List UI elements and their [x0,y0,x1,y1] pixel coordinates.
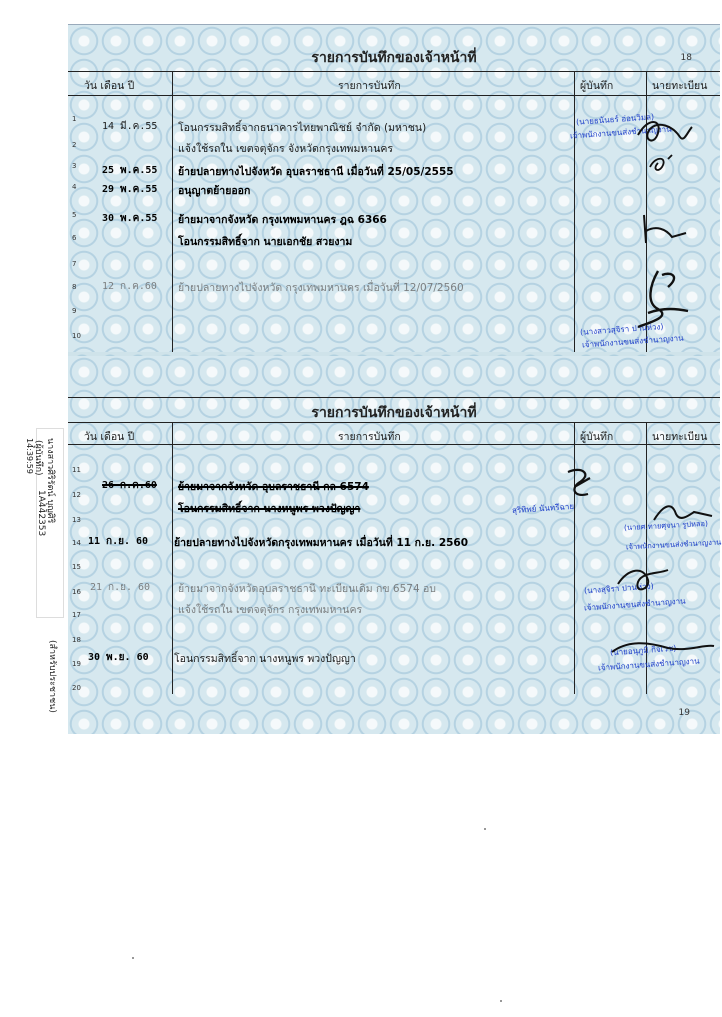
page-title: รายการบันทึกของเจ้าหน้าที่ [311,405,477,421]
signature-mark [628,113,698,149]
official-stamp-name: (นายศ.ทายศุจนา รูปหลอ) [623,518,709,533]
row-number: 6 [72,234,77,242]
side-recorder-name: นางสาวศิริรัตน์ บุญศิริ [45,438,55,524]
entry-text: แจ้งใช้รถใน เขตจตุจักร กรุงเทพมหานคร [178,604,363,616]
registration-page-19 [68,356,720,734]
official-stamp-title: เจ้าพนักงานขนส่งชำนาญงาน [597,656,700,673]
side-recorder-role: (ผู้บันทึก) [33,440,43,476]
entry-text: โอนกรรมสิทธิ์จากธนาคารไทยพาณิชย์ จำกัด (มหาชน) [178,122,427,134]
entry-date: 30 พ.ย. 60 [88,652,149,663]
signature-mark [614,560,674,600]
row-number: 19 [72,660,81,668]
row-number: 4 [72,183,77,191]
official-stamp-title: เจ้าพนักงานขนส่งชำนาญงาน [581,333,684,350]
official-stamp-title: เจ้าพนักงานขนส่งชำนาญงาน [583,596,686,613]
row-number: 18 [72,636,81,644]
official-stamp-title: เจ้าพนักงานขนส่งชำนาญงาน [569,124,672,141]
official-stamp-name: (นายอนุภูมิ กิจเวช) [609,643,677,658]
row-number: 11 [72,466,81,474]
scan-speck [484,828,486,830]
registration-page-18 [68,24,720,355]
row-number: 2 [72,141,77,149]
scan-speck [132,957,134,959]
signature-mark [608,632,718,662]
row-number: 13 [72,516,81,524]
header-bottom-rule [68,95,720,96]
entry-date: 30 พ.ค.55 [102,213,158,224]
row-number: 16 [72,588,81,596]
entry-date: 11 ก.ย. 60 [88,536,149,547]
header-top-rule [68,397,720,398]
entry-text-cancelled: โอนกรรมสิทธิ์จาก นางหนูพร พวงปัญญา [178,503,361,515]
page-title: รายการบันทึกของเจ้าหน้าที่ [311,50,477,66]
header-top-rule [68,71,720,72]
header-mid-rule [68,422,720,423]
column-header-entry: รายการบันทึก [338,431,401,443]
column-header-registrar: นายทะเบียน [652,431,708,443]
entry-text: ย้ายปลายทางไปจังหวัด อุบลราชธานี เมื่อวันที่ 25/05/2555 [178,166,454,178]
column-header-registrar: นายทะเบียน [652,80,708,92]
page-number: 18 [680,53,692,63]
column-divider [172,71,173,355]
scan-speck [500,1000,502,1002]
row-number: 1 [72,115,77,123]
row-number: 5 [72,211,77,219]
row-number: 3 [72,162,77,170]
row-number: 14 [72,539,81,547]
column-divider [574,422,575,694]
entry-text: ย้ายปลายทางไปจังหวัดกรุงเทพมหานคร เมื่อวันที่ 11 ก.ย. 2560 [174,537,469,549]
row-number: 7 [72,260,77,268]
row-number: 10 [72,332,81,340]
official-stamp-name: สุริทิพย์ นันทรีฉาย [511,501,575,516]
column-header-recorder: ผู้บันทึก [580,431,614,443]
column-divider [172,422,173,694]
side-note: (สำหรับประชาชน) [47,640,57,713]
entry-text: ย้ายมาจากจังหวัดอุบลราชธานี ทะเบียนเดิม กข 6574 อบ [178,583,436,595]
signature-mark [648,496,718,526]
official-stamp-name: (นางสุจิรา ปานห่วง) [583,581,654,596]
column-header-entry: รายการบันทึก [338,80,401,92]
side-recorder-id: 1A442353 [36,490,46,537]
signature-mark [628,265,698,335]
entry-date: 21 ก.ย. 60 [90,582,151,593]
entry-date: 14 มี.ค.55 [102,121,158,132]
column-header-recorder: ผู้บันทึก [580,80,614,92]
signature-mark [562,464,598,504]
row-number: 8 [72,283,77,291]
column-header-date: วัน เดือน ปี [84,80,135,92]
entry-date: 25 พ.ค.55 [102,165,158,176]
page-number: 19 [678,708,690,718]
row-number: 12 [72,491,81,499]
signature-mark [636,211,706,247]
column-header-date: วัน เดือน ปี [84,431,135,443]
official-stamp-title: เจ้าพนักงานขนส่งชำนาญงาน [625,537,722,552]
side-time: 14:39:59 [25,438,34,474]
row-number: 20 [72,684,81,692]
entry-text-cancelled: ย้ายมาจากจังหวัด อุบลราชธานี กล 6574 [178,481,369,493]
entry-text: โอนกรรมสิทธิ์จาก นายเอกชัย สวยงาม [178,236,353,248]
official-stamp-name: (นางสาวสุจิรา ปานห่วง) [579,322,664,337]
entry-text: ย้ายมาจากจังหวัด กรุงเทพมหานคร ฎฉ 6366 [178,214,387,226]
entry-date-cancelled: 26 ก.ค.60 [102,480,157,491]
column-divider [574,71,575,355]
entry-text: แจ้งใช้รถใน เขตจตุจักร จังหวัดกรุงเทพมหานคร [178,143,394,155]
row-number: 17 [72,611,81,619]
entry-date: 29 พ.ค.55 [102,184,158,195]
entry-text: ย้ายปลายทางไปจังหวัด กรุงเทพมหานคร เมื่อวันที่ 12/07/2560 [178,282,464,294]
entry-text: อนุญาตย้ายออก [178,185,251,197]
entry-date: 12 ก.ค.60 [102,281,157,292]
entry-text: โอนกรรมสิทธิ์จาก นางหนูพร พวงปัญญา [174,653,356,665]
signature-mark [642,151,682,175]
official-stamp-name: (นายธนันธร์ อ่อนวิมล) [575,112,655,127]
row-number: 9 [72,307,77,315]
row-number: 15 [72,563,81,571]
